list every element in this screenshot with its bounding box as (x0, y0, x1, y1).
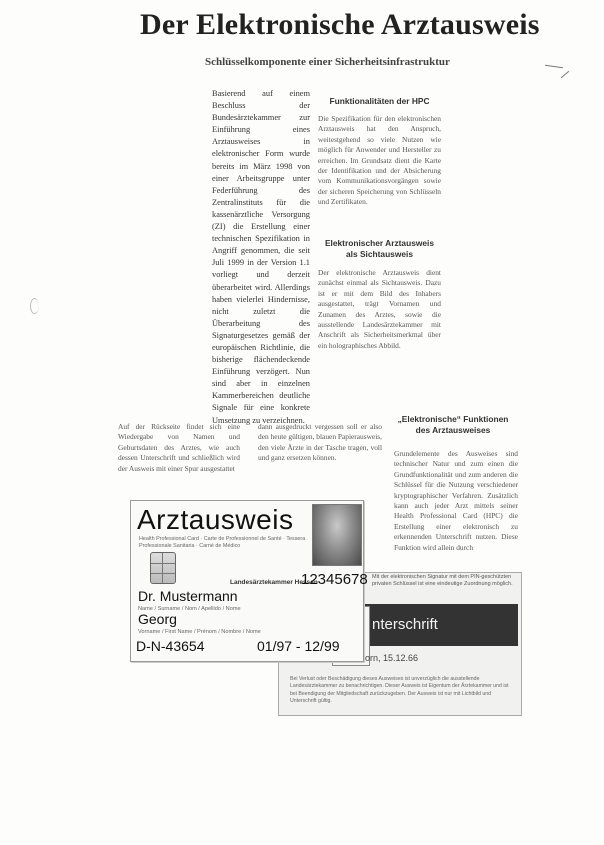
section-heading: „Elektronische“ Funktionen des Arztausweises (397, 414, 509, 435)
given-name-label: Vorname / First Name / Prénom / Nombre / Nome (138, 629, 261, 635)
id-number: D-N-43654 (136, 638, 205, 654)
card-back-note: Bei Verlust oder Beschädigung dieses Ausweises ist unverzüglich die ausstellende Landesärztekammer zu benachrichtigen. Dieser Ausweis ist Eigentum der Ärztekammer und ist bei Beendigung der Mitgliedschaft zurückzugeben. Der Ausweis ist nur mit Lichtbild und Unterschrift gültig. (290, 676, 509, 705)
intro-paragraph: Basierend auf einem Beschluss der Bundesärztekammer zur Einführung eines Arztausweises in elektronischer Form wurde bereits im März 1998 von einer Arbeitsgruppe unter Federführung des Zentralinstituts für die kassenärztliche Versorgung (ZI) die Erstellung einer technischen Spezifikation in Angriff genommen, die seit Juli 1999 in der Version 1.1 vorliegt und derzeit überarbeitet wird. Allerdings haben vielerlei Hindernisse, nicht zuletzt die Überarbeitung des Signaturgesetzes gemäß der europäischen Richtlinie, die bisherige flächendeckende Einführung verzögert. Nun sind aber in einzelnen Kammerbereichen deutliche Signale für eine konkrete Umsetzung zu verzeichnen. (212, 89, 310, 425)
surname-label: Name / Surname / Nom / Apellido / Nome (138, 606, 241, 612)
section-paragraph: Grundelemente des Ausweises sind technischer Natur und zum einen die Grundfunktionalität und zum anderen die Schlüssel für die Nutzung verschiedener kryptographischer Verfahren. Zusätzlich kann auch jeder Arzt mittels seiner Health Professional Card (HPC) die Erstellung einer elektronisch zu erkennenden Unterschrift nutzen. Diese Funktion wird allein durch (394, 449, 518, 552)
section-heading: Funktionalitäten der HPC (329, 96, 430, 106)
page-title: Der Elektronische Arztausweis (140, 8, 540, 41)
lower-paragraph: dann ausgedruckt vergessen soll er also den heute gültigen, blauen Papierausweis, den viele Ärzte in der Tasche tragen, voll und ganz ersetzen können. (258, 422, 382, 463)
card-subtitle: Health Professional Card · Carte de Professionnel de Santé · Tessera Professionale Sanitaria · Carné de Médico (139, 536, 306, 549)
page-subtitle: Schlüsselkomponente einer Sicherheitsinfrastruktur (205, 56, 450, 68)
given-name: Georg (138, 611, 177, 627)
issuing-chamber: Landesärztekammer Hessen (230, 579, 318, 586)
section-heading: Elektronischer Arztausweis als Sichtausweis (324, 238, 435, 259)
margin-mark (545, 65, 563, 68)
card-title: Arztausweis (137, 504, 294, 535)
chip-icon (150, 552, 176, 584)
lower-paragraph: Auf der Rückseite findet sich eine Wiedergabe von Namen und Geburtsdaten des Arztes, wie auch dessen Unterschrift und schließlich wird der Ausweis mit einer Spur ausgestattet (118, 422, 240, 473)
birth-date: orn, 15.12.66 (365, 653, 419, 663)
margin-mark (561, 71, 569, 78)
portrait-photo (312, 504, 362, 566)
signature-label: nterschrift (372, 616, 438, 633)
scan-artifact (30, 298, 39, 314)
card-back-text: Mit der elektronischen Signatur mit dem PIN-geschützten privaten Schlüssel ist eine eindeutige Zuordnung möglich. (372, 574, 513, 587)
section-paragraph: Der elektronische Arztausweis dient zunächst einmal als Sichtausweis. Dazu ist er mit dem Bild des Inhabers ausgestattet, trägt Vornamen und Zunamen des Arztes, sowie die ausstellende Landesärztekammer mit Anschrift als Sicherheitsmerkmal über ein holographisches Abbild. (318, 268, 441, 350)
surname: Dr. Mustermann (138, 588, 238, 604)
section-paragraph: Die Spezifikation für den elektronischen Arztausweis hat den Anspruch, weitestgehend so viele Nutzen wie möglich für Anwender und Hersteller zu erreichen. Im Grundsatz dient die Karte der Identifikation und der Absicherung vom Kommunikationsvorgängen sowie der sicheren Speicherung von Schlüsseln und Zertifikaten. (318, 114, 441, 207)
validity-period: 01/97 - 12/99 (257, 638, 340, 654)
card-number: 12345678 (301, 571, 368, 588)
